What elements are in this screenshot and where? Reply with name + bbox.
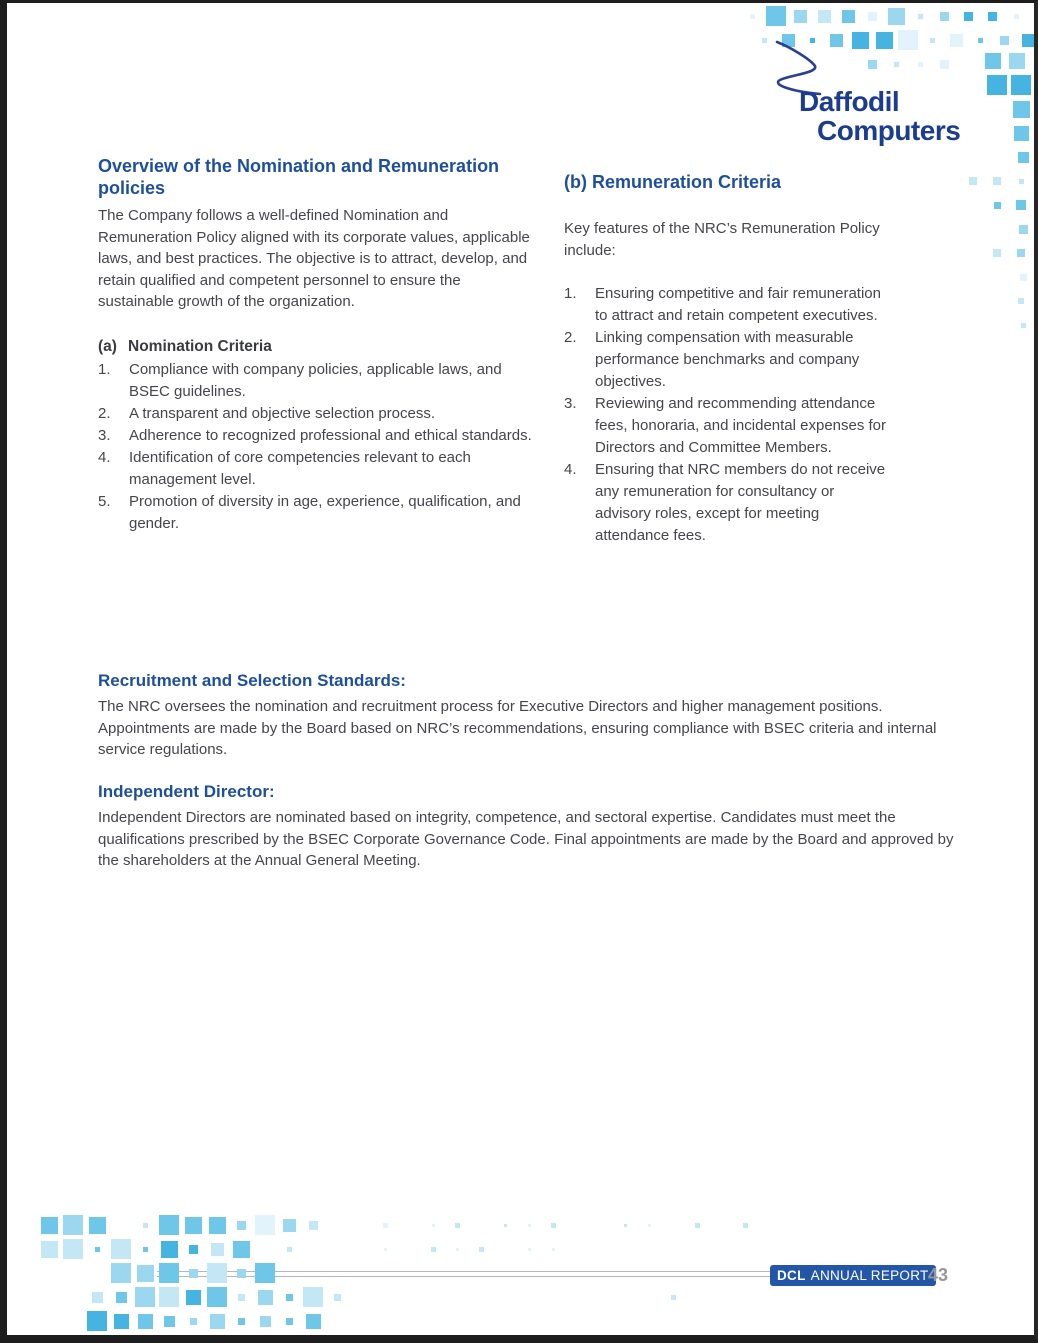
mosaic-square bbox=[41, 1241, 58, 1258]
list-item-text: Ensuring that NRC members do not receive any remuneration for consultancy or advisory roles, except for meeting attendance fees. bbox=[595, 461, 886, 544]
mosaic-square bbox=[306, 1314, 321, 1329]
mosaic-square bbox=[551, 1223, 556, 1228]
mosaic-square bbox=[994, 202, 1001, 209]
overview-intro-paragraph: The Company follows a well-defined Nomination and Remuneration Policy aligned with its corporate values, applicable laws, and best practices. The objective is to attract, develop, and retain qualified and competent personnel to ensure the sustainable growth of the organization. bbox=[98, 207, 530, 310]
mosaic-square bbox=[842, 10, 855, 23]
mosaic-square bbox=[113, 1337, 130, 1343]
mosaic-square bbox=[190, 1318, 197, 1325]
mosaic-square bbox=[211, 1243, 224, 1256]
list-item-text: Compliance with company policies, applicable laws, and BSEC guidelines. bbox=[129, 360, 502, 400]
mosaic-square bbox=[794, 10, 807, 23]
mosaic-square bbox=[237, 1221, 246, 1230]
list-item bbox=[98, 425, 535, 447]
mosaic-square bbox=[950, 34, 963, 47]
mosaic-square bbox=[456, 1248, 459, 1251]
mosaic-square bbox=[384, 1248, 387, 1251]
mosaic-square bbox=[1020, 274, 1027, 281]
mosaic-square bbox=[237, 1269, 246, 1278]
mosaic-square bbox=[303, 1287, 323, 1307]
mosaic-square bbox=[978, 38, 983, 43]
mosaic-square bbox=[189, 1245, 198, 1254]
recruitment-heading: Recruitment and Selection Standards: bbox=[98, 671, 406, 690]
mosaic-square bbox=[993, 177, 1001, 185]
mosaic-square bbox=[479, 1247, 484, 1252]
mosaic-square bbox=[159, 1263, 179, 1283]
mosaic-square bbox=[41, 1217, 58, 1234]
mosaic-square bbox=[257, 1337, 274, 1343]
footer-double-rule bbox=[157, 1271, 771, 1277]
list-item-text: Ensuring competitive and fair remuneration to attract and retain competent executives. bbox=[595, 285, 881, 324]
mosaic-square bbox=[671, 1295, 676, 1300]
mosaic-square bbox=[207, 1263, 227, 1283]
mosaic-square bbox=[1019, 225, 1028, 234]
list-item bbox=[564, 393, 894, 459]
list-item bbox=[98, 359, 535, 403]
mosaic-square bbox=[111, 1239, 131, 1259]
logo-word-computers: Computers bbox=[817, 115, 961, 146]
mosaic-square bbox=[868, 12, 877, 21]
mosaic-square bbox=[695, 1223, 700, 1228]
mosaic-square bbox=[528, 1248, 531, 1251]
mosaic-square bbox=[143, 1223, 148, 1228]
mosaic-square bbox=[209, 1217, 226, 1234]
mosaic-square bbox=[1018, 298, 1024, 304]
logo-word-daffodil: Daffodil bbox=[799, 86, 900, 117]
mosaic-square bbox=[940, 12, 949, 21]
mosaic-square bbox=[1014, 126, 1029, 141]
mosaic-square bbox=[552, 1248, 555, 1251]
mosaic-square bbox=[286, 1318, 293, 1325]
list-item-text: Linking compensation with measurable performance benchmarks and company objectives. bbox=[595, 329, 860, 390]
list-item-text: A transparent and objective selection process. bbox=[129, 404, 436, 422]
footer-report-badge bbox=[770, 1265, 936, 1286]
mosaic-square bbox=[1000, 36, 1009, 45]
mosaic-square bbox=[283, 1219, 296, 1232]
mosaic-square bbox=[985, 53, 1001, 69]
independent-director-section bbox=[98, 782, 970, 872]
mosaic-square bbox=[888, 8, 905, 25]
mosaic-square bbox=[528, 1224, 531, 1227]
remuneration-criteria-list bbox=[564, 283, 894, 547]
mosaic-square bbox=[238, 1318, 245, 1325]
mosaic-square bbox=[137, 1265, 154, 1282]
list-item-number: 5. bbox=[98, 492, 111, 510]
list-item-text: Identification of core competencies relevant to each management level. bbox=[129, 448, 471, 488]
mosaic-square bbox=[1019, 179, 1024, 184]
mosaic-square bbox=[898, 30, 918, 50]
right-column bbox=[564, 171, 894, 547]
mosaic-square bbox=[159, 1287, 179, 1307]
list-item-number: 3. bbox=[98, 426, 111, 444]
company-logo bbox=[795, 87, 960, 145]
mosaic-square bbox=[818, 10, 831, 23]
list-item-number: 4. bbox=[98, 448, 111, 466]
mosaic-square bbox=[159, 1215, 179, 1235]
mosaic-square bbox=[286, 1294, 293, 1301]
mosaic-square bbox=[161, 1241, 178, 1258]
list-item bbox=[98, 491, 535, 535]
mosaic-square bbox=[63, 1239, 83, 1259]
mosaic-square bbox=[138, 1314, 153, 1329]
mosaic-square bbox=[743, 1223, 748, 1228]
footer-badge-dcl: DCL bbox=[777, 1268, 806, 1283]
mosaic-square bbox=[624, 1224, 627, 1227]
mosaic-square bbox=[137, 1337, 154, 1343]
mosaic-square bbox=[164, 1316, 175, 1327]
mosaic-square bbox=[648, 1224, 651, 1227]
mosaic-square bbox=[309, 1221, 318, 1230]
list-item-number: 1. bbox=[564, 285, 577, 302]
list-item bbox=[564, 283, 894, 327]
mosaic-square bbox=[111, 1263, 131, 1283]
mosaic-square bbox=[238, 1294, 245, 1301]
mosaic-square bbox=[135, 1287, 155, 1307]
mosaic-square bbox=[92, 1292, 103, 1303]
mosaic-square bbox=[750, 14, 755, 19]
mosaic-square bbox=[114, 1314, 129, 1329]
list-item bbox=[564, 327, 894, 393]
left-column bbox=[98, 155, 535, 535]
list-item bbox=[98, 447, 535, 491]
overview-heading: Overview of the Nomination and Remuneration policies bbox=[98, 156, 500, 198]
mosaic-square bbox=[1014, 14, 1019, 19]
mosaic-square bbox=[876, 32, 893, 49]
mosaic-square bbox=[918, 14, 923, 19]
mosaic-square bbox=[1021, 323, 1026, 328]
mosaic-square bbox=[383, 1223, 388, 1228]
mosaic-square bbox=[287, 1247, 292, 1252]
mosaic-square bbox=[988, 12, 997, 21]
independent-director-heading: Independent Director: bbox=[98, 782, 275, 801]
list-item-number: 3. bbox=[564, 395, 577, 412]
mosaic-square bbox=[185, 1217, 202, 1234]
remuneration-criteria-heading: (b) Remuneration Criteria bbox=[564, 172, 782, 192]
mosaic-square bbox=[210, 1314, 225, 1329]
mosaic-square bbox=[987, 75, 1007, 95]
mosaic-square bbox=[432, 1224, 435, 1227]
mosaic-square bbox=[940, 60, 949, 69]
subheading-prefix: (a) bbox=[98, 337, 117, 355]
mosaic-square bbox=[969, 177, 977, 185]
mosaic-square bbox=[89, 1217, 106, 1234]
mosaic-square bbox=[1018, 152, 1029, 163]
mosaic-square bbox=[207, 1287, 227, 1307]
mosaic-square bbox=[189, 1269, 198, 1278]
mosaic-square bbox=[255, 1215, 275, 1235]
mosaic-square bbox=[281, 1337, 298, 1343]
mosaic-square bbox=[161, 1337, 178, 1343]
mosaic-square bbox=[233, 1241, 250, 1258]
recruitment-section bbox=[98, 671, 970, 761]
mosaic-square bbox=[766, 6, 786, 26]
list-item-number: 2. bbox=[564, 329, 577, 346]
independent-director-paragraph: Independent Directors are nominated based on integrity, competence, and sectoral expertise. Candidates must meet the qualifications prescribed by the BSEC Corporate Governance Code. Final appointments are made by the Board and approved by the shareholders at the Annual General Meeting. bbox=[98, 809, 954, 869]
mosaic-square bbox=[307, 1339, 320, 1343]
mosaic-square bbox=[116, 1292, 127, 1303]
mosaic-square bbox=[504, 1224, 507, 1227]
mosaic-square bbox=[918, 62, 923, 67]
list-item bbox=[564, 459, 894, 547]
list-item-number: 2. bbox=[98, 404, 111, 422]
mosaic-square bbox=[1009, 53, 1025, 69]
footer-badge-annual-report: ANNUAL REPORT bbox=[810, 1268, 929, 1283]
mosaic-square bbox=[260, 1316, 271, 1327]
remuneration-intro-paragraph: Key features of the NRC’s Remuneration Policy include: bbox=[564, 220, 880, 259]
mosaic-square bbox=[258, 1290, 273, 1305]
subheading-label: Nomination Criteria bbox=[128, 337, 272, 355]
list-item-text: Adherence to recognized professional and ethical standards. bbox=[129, 426, 532, 444]
list-item bbox=[98, 403, 535, 425]
mosaic-square bbox=[334, 1294, 341, 1301]
mosaic-square bbox=[1017, 249, 1025, 257]
recruitment-paragraph: The NRC oversees the nomination and recruitment process for Executive Directors and higher management positions. Appointments are made by the Board based on NRC’s recommendations, ensuring compliance with BSEC criteria and internal service regulations. bbox=[98, 698, 937, 758]
mosaic-square bbox=[143, 1247, 148, 1252]
mosaic-square bbox=[1011, 75, 1031, 95]
mosaic-square bbox=[930, 38, 935, 43]
mosaic-square bbox=[1013, 101, 1030, 118]
list-item-number: 1. bbox=[98, 360, 111, 378]
list-item-text: Promotion of diversity in age, experience, qualification, and gender. bbox=[129, 492, 521, 532]
mosaic-square bbox=[964, 12, 973, 21]
mosaic-square bbox=[894, 62, 899, 67]
mosaic-square bbox=[185, 1337, 202, 1343]
mosaic-square bbox=[1022, 34, 1035, 47]
nomination-criteria-subheading bbox=[98, 338, 535, 356]
mosaic-square bbox=[1016, 200, 1026, 210]
mosaic-square bbox=[63, 1215, 83, 1235]
list-item-number: 4. bbox=[564, 461, 577, 478]
mosaic-square bbox=[993, 249, 1001, 257]
page-number: 43 bbox=[928, 1265, 949, 1285]
mosaic-square bbox=[455, 1223, 460, 1228]
mosaic-square bbox=[186, 1290, 201, 1305]
mosaic-square bbox=[255, 1263, 275, 1283]
mosaic-square bbox=[431, 1247, 436, 1252]
list-item-text: Reviewing and recommending attendance fees, honoraria, and incidental expenses for Directors and Committee Members. bbox=[595, 395, 887, 456]
mosaic-square bbox=[95, 1247, 100, 1252]
mosaic-square bbox=[87, 1311, 107, 1331]
nomination-criteria-list bbox=[98, 359, 535, 535]
